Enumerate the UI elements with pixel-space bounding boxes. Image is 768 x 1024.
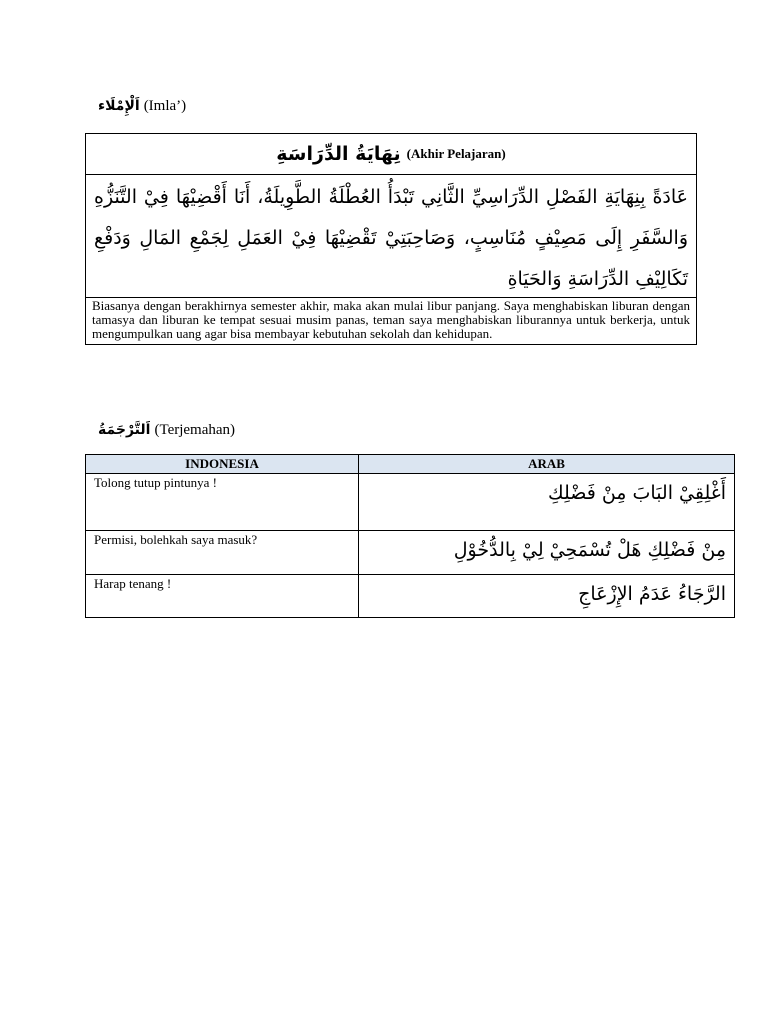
table-row [86, 474, 735, 531]
table-header-row [86, 455, 735, 474]
arab-cell: الرَّجَاءُ عَدَمُ الإِزْعَاجِ [359, 575, 735, 618]
indonesia-cell: Tolong tutup pintunya ! [86, 474, 359, 531]
column-header-indonesia: INDONESIA [86, 455, 359, 474]
arab-cell: أَغْلِقِيْ البَابَ مِنْ فَضْلِكِ [359, 474, 735, 531]
arab-cell: مِنْ فَضْلِكِ هَلْ تُسْمَحِيْ لِيْ بِالدُّخُوْلِ [359, 531, 735, 575]
imla-heading [98, 96, 186, 116]
imla-heading-arabic: اَلْإِمْلَاء [98, 98, 140, 114]
table-row [86, 531, 735, 575]
tarjamah-heading-arabic: اَلتَّرْجَمَةُ [98, 422, 151, 438]
indonesia-cell: Harap tenang ! [86, 575, 359, 618]
table-row [86, 575, 735, 618]
imla-arabic-text: عَادَةً بِنِهَايَةِ الفَصْلِ الدِّرَاسِيِّ الثَّانِي تَبْدَأُ العُطْلَةُ الطَّوِيلَةُ، أَنَا أَقْضِيْهَا فِيْ التَّنَزُّهِ وَالسَّفَرِ إِلَى مَصِيْفٍ مُنَاسِبٍ، وَصَاحِبَتِيْ تَقْضِيْهَا فِيْ العَمَلِ لِجَمْعِ المَالِ وَدَفْعِ تَكَالِيْفِ الدِّرَاسَةِ وَالحَيَاةِ [86, 175, 696, 298]
tarjamah-heading-latin: (Terjemahan) [154, 422, 236, 438]
translation-table [85, 454, 735, 618]
column-header-arab: ARAB [359, 455, 735, 474]
imla-title-arabic: نِهَايَةُ الدِّرَاسَةِ [276, 143, 401, 165]
tarjamah-heading [98, 420, 235, 440]
indonesia-cell: Permisi, bolehkah saya masuk? [86, 531, 359, 575]
imla-latin-text: Biasanya dengan berakhirnya semester akhir, maka akan mulai libur panjang. Saya menghabiskan liburan dengan tamasya dan liburan ke tempat sesuai musim panas, teman saya menghabiskan liburannya untuk berkerja, untuk mengumpulkan uang agar bisa membayar kebutuhan sekolah dan kehidupan. [92, 298, 690, 341]
imla-heading-latin: (Imla’) [143, 98, 187, 114]
imla-title [86, 134, 696, 175]
imla-box [85, 133, 697, 345]
imla-title-latin: (Akhir Pelajaran) [406, 146, 506, 161]
